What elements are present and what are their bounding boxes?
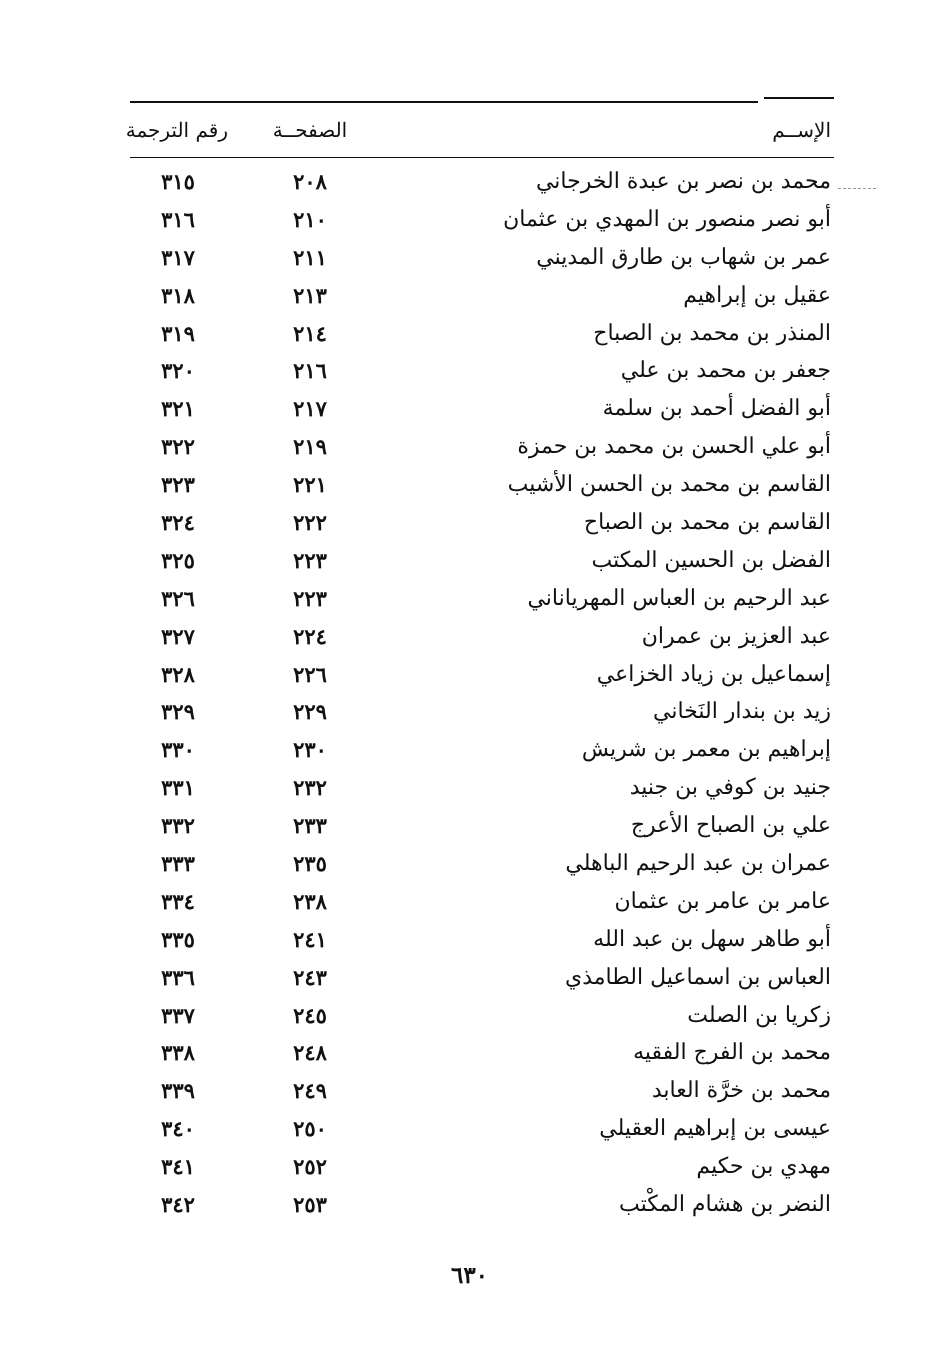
entry-page: ٢٢١ — [293, 472, 327, 498]
entry-number: ٣٢٣ — [161, 472, 195, 498]
table-row — [0, 960, 939, 998]
table-row — [0, 240, 939, 278]
table-row — [0, 770, 939, 808]
entry-name: أبو علي الحسن بن محمد بن حمزة — [517, 434, 831, 460]
entry-name: عيسى بن إبراهيم العقيلي — [599, 1116, 831, 1142]
entry-name: عقيل بن إبراهيم — [683, 282, 831, 308]
entry-number: ٣١٨ — [161, 282, 195, 308]
entry-name: عبد الرحيم بن العباس المهرياناني — [527, 585, 831, 611]
entry-page: ٢١٣ — [293, 282, 327, 308]
entry-number: ٣٤٠ — [161, 1116, 195, 1142]
table-row — [0, 391, 939, 429]
page-number: ٦٣٠ — [450, 1262, 489, 1289]
entry-name: عمران بن عبد الرحيم الباهلي — [565, 851, 831, 877]
table-row — [0, 694, 939, 732]
entry-number: ٣٣٣ — [161, 851, 195, 877]
entry-number: ٣٣٠ — [161, 737, 195, 763]
entry-page: ٢٤٨ — [293, 1040, 327, 1066]
entry-page: ٢٣٨ — [293, 888, 327, 914]
entry-name: جعفر بن محمد بن علي — [620, 358, 831, 384]
header-top-rule-left — [130, 101, 758, 103]
entry-number: ٣٢٧ — [161, 623, 195, 649]
entry-name: جنيد بن كوفي بن جنيد — [629, 775, 831, 801]
entry-page: ٢١٤ — [293, 320, 327, 346]
entry-name: المنذر بن محمد بن الصباح — [593, 320, 831, 346]
entry-page: ٢١٠ — [293, 206, 327, 232]
table-row — [0, 884, 939, 922]
entry-page: ٢٥٢ — [293, 1154, 327, 1180]
table-row — [0, 922, 939, 960]
header-entry-number: رقم الترجمة — [125, 118, 228, 142]
entry-page: ٢٢٢ — [293, 510, 327, 536]
table-row — [0, 316, 939, 354]
table-row — [0, 846, 939, 884]
entry-page: ٢٢٩ — [293, 699, 327, 725]
table-row — [0, 1149, 939, 1187]
table-row — [0, 353, 939, 391]
entry-number: ٣١٥ — [161, 169, 195, 194]
entry-name: إبراهيم بن معمر بن شريش — [581, 737, 831, 763]
table-row — [0, 808, 939, 846]
entry-page: ٢٣٣ — [293, 813, 327, 839]
header-name: الإســم — [772, 118, 831, 142]
entry-name: إسماعيل بن زياد الخزاعي — [596, 661, 831, 687]
entry-name: عبد العزيز بن عمران — [641, 623, 831, 649]
header-bottom-rule — [130, 157, 834, 158]
table-row — [0, 732, 939, 770]
table-row — [0, 581, 939, 619]
entry-number: ٣٣٩ — [161, 1078, 195, 1104]
entry-page: ٢٣٥ — [293, 851, 327, 877]
table-row — [0, 1111, 939, 1149]
entry-number: ٣١٧ — [161, 244, 195, 270]
table-row — [0, 505, 939, 543]
entry-name: الفضل بن الحسين المكتب — [591, 547, 831, 573]
entry-number: ٣٢٩ — [161, 699, 195, 725]
entry-page: ٢٤٥ — [293, 1002, 327, 1028]
entry-name: محمد بن خرَّة العابد — [651, 1078, 831, 1104]
entry-page: ٢٢٦ — [293, 661, 327, 687]
entry-page: ٢٤٩ — [293, 1078, 327, 1104]
entry-name: محمد بن نصر بن عبدة الخرجاني — [535, 169, 831, 194]
entry-name: العباس بن اسماعيل الطامذي — [565, 964, 831, 990]
entry-page: ٢٢٣ — [293, 547, 327, 573]
entry-number: ٣٣٥ — [161, 926, 195, 952]
entry-number: ٣٢١ — [161, 396, 195, 422]
entry-page: ٢٥٣ — [293, 1192, 327, 1218]
entry-number: ٣٢٢ — [161, 434, 195, 460]
entry-number: ٣٣١ — [161, 775, 195, 801]
header-top-rule-right — [764, 97, 834, 99]
entry-page: ٢٣٠ — [293, 737, 327, 763]
entry-number: ٣٣٨ — [161, 1040, 195, 1066]
table-row — [0, 543, 939, 581]
entry-page: ٢٤١ — [293, 926, 327, 952]
table-row — [0, 1187, 939, 1225]
entry-number: ٣٢٥ — [161, 547, 195, 573]
entry-page: ٢٣٢ — [293, 775, 327, 801]
entry-name: أبو طاهر سهل بن عبد الله — [593, 926, 831, 952]
entry-number: ٣٢٨ — [161, 661, 195, 687]
index-table-body — [0, 164, 939, 1225]
entry-name: النضر بن هشام المكْتب — [619, 1192, 831, 1218]
entry-number: ٣٢٠ — [161, 358, 195, 384]
entry-number: ٣١٦ — [161, 206, 195, 232]
entry-number: ٣٤٢ — [161, 1192, 195, 1218]
entry-name: علي بن الصباح الأعرج — [630, 813, 831, 839]
header-page: الصفحــة — [272, 118, 348, 142]
table-row — [0, 619, 939, 657]
table-row — [0, 1073, 939, 1111]
entry-page: ٢١١ — [293, 244, 327, 270]
entry-number: ٣٣٦ — [161, 964, 195, 990]
entry-number: ٣٣٤ — [161, 888, 195, 914]
entry-page: ٢٥٠ — [293, 1116, 327, 1142]
table-row — [0, 1035, 939, 1073]
entry-number: ٣٤١ — [161, 1154, 195, 1180]
entry-number: ٣١٩ — [161, 320, 195, 346]
entry-number: ٣٢٦ — [161, 585, 195, 611]
entry-page: ٢١٩ — [293, 434, 327, 460]
table-row — [0, 657, 939, 695]
entry-name: أبو نصر منصور بن المهدي بن عثمان — [503, 206, 831, 232]
table-row — [0, 429, 939, 467]
entry-number: ٣٣٢ — [161, 813, 195, 839]
table-header — [0, 112, 939, 148]
entry-number: ٣٢٤ — [161, 510, 195, 536]
entry-name: مهدي بن حكيم — [696, 1154, 831, 1180]
entry-page: ٢١٧ — [293, 396, 327, 422]
entry-number: ٣٣٧ — [161, 1002, 195, 1028]
entry-name: زيد بن بندار النَخاني — [652, 699, 831, 725]
entry-name: زكريا بن الصلت — [687, 1002, 831, 1028]
table-row — [0, 164, 939, 202]
entry-name: القاسم بن محمد بن الحسن الأشيب — [507, 472, 831, 498]
table-row — [0, 467, 939, 505]
entry-page: ٢١٦ — [293, 358, 327, 384]
entry-name: أبو الفضل أحمد بن سلمة — [602, 396, 831, 422]
entry-page: ٢٢٣ — [293, 585, 327, 611]
entry-page: ٢٢٤ — [293, 623, 327, 649]
entry-name: عامر بن عامر بن عثمان — [614, 888, 831, 914]
entry-page: ٢٤٣ — [293, 964, 327, 990]
entry-name: عمر بن شهاب بن طارق المديني — [536, 244, 831, 270]
table-row — [0, 278, 939, 316]
entry-name: محمد بن الفرج الفقيه — [633, 1040, 831, 1066]
entry-page: ٢٠٨ — [293, 169, 327, 194]
entry-name: القاسم بن محمد بن الصباح — [583, 510, 831, 536]
table-row — [0, 202, 939, 240]
table-row — [0, 998, 939, 1036]
